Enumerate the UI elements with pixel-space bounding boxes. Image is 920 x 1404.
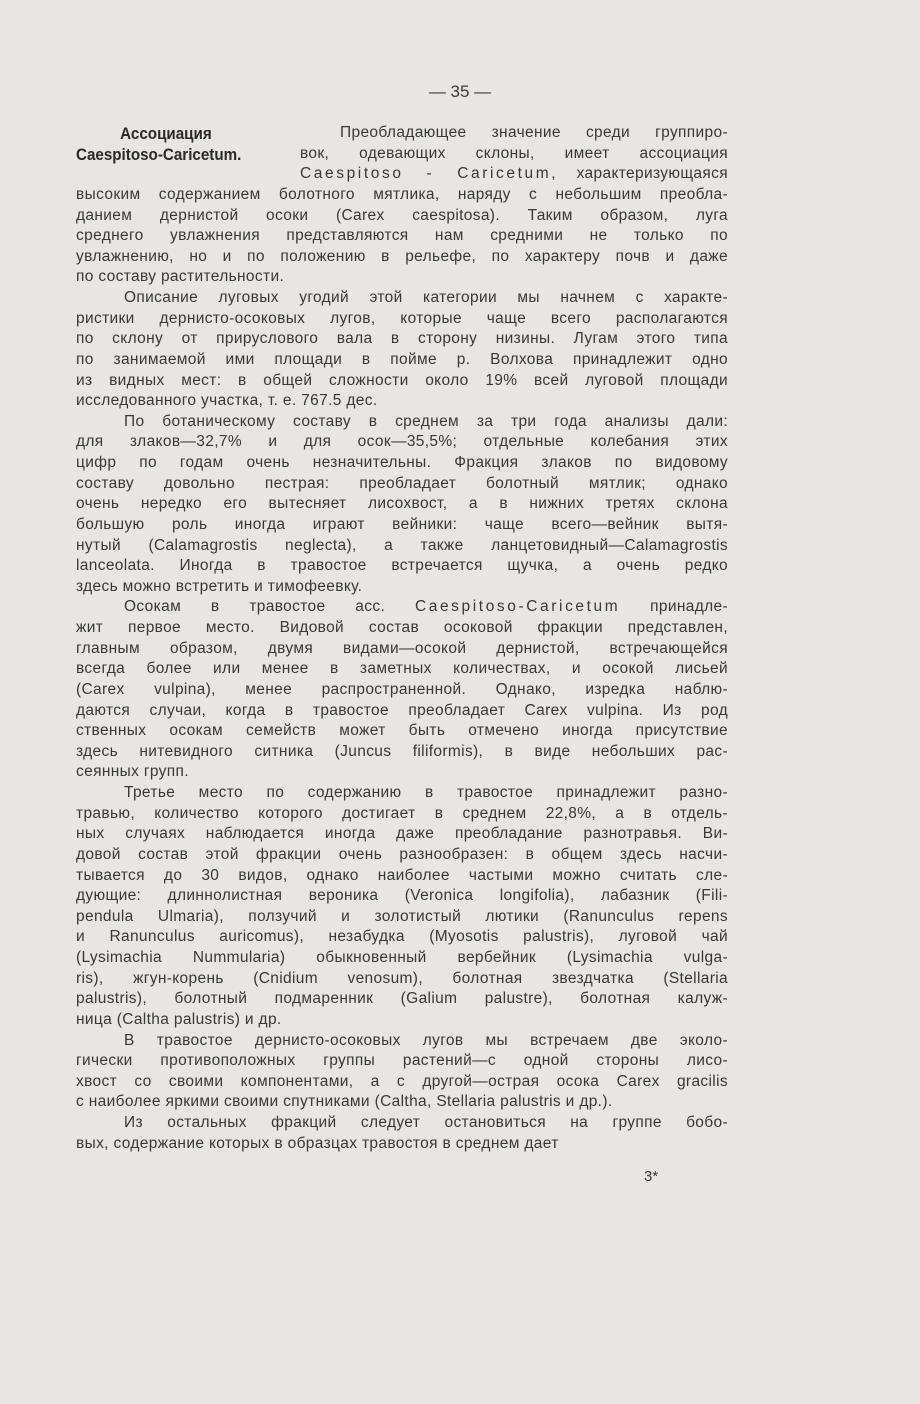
association-name: Caespitoso - Caricetum (300, 165, 552, 183)
text-line: гически противоположных группы растений—с одной стороны лисо- (76, 1052, 728, 1070)
text-line: хвост со своими компонентами, а с другой—острая осока Carex gracilis (76, 1072, 728, 1090)
text-line: pendula Ulmaria), ползучий и золотистый лютики (Ranunculus repens (76, 907, 728, 925)
text-line: здесь нитевидного ситника (Juncus filiformis), в виде небольших рас- (76, 742, 728, 760)
text-line: и Ranunculus auricomus), незабудка (Myosotis palustris), луговой чай (76, 928, 728, 946)
text-line: В травостое дернисто-осоковых лугов мы встречаем две эколо- (124, 1031, 728, 1049)
paragraph (76, 1031, 728, 1114)
text-line: увлажнению, но и по положению в рельефе, по характеру почв и даже (76, 247, 728, 265)
text-line: с наиболее яркими своими спутниками (Caltha, Stellaria palustris и др.). (76, 1093, 613, 1111)
text-line: вок, одевающих склоны, имеет ассоциация (300, 144, 728, 162)
text-line: по составу растительности. (76, 268, 285, 286)
text-line: довой состав этой фракции очень разнообразен: в общем здесь насчи- (76, 845, 728, 863)
text-line: исследованного участка, т. е. 767.5 дес. (76, 392, 378, 410)
text-line: lanceolata. Иногда в травостое встречается щучка, а очень редко (76, 557, 728, 575)
text-line: составу довольно пестрая: преобладает болотный мятлик; однако (76, 474, 728, 492)
page-number: — 35 — (428, 82, 492, 101)
text-line: Осокам в травостое асс. Caespitoso-Caricetum принадле- (124, 598, 728, 616)
text-line: из видных мест: в общей сложности около 19% всей луговой площади (76, 371, 728, 389)
text-line: (Lysimachia Nummularia) обыкновенный вербейник (Lysimachia vulga- (76, 949, 728, 966)
text-line: ственных осокам семейств может быть отмечено иногда присутствие (76, 722, 728, 740)
text-line: сеянных групп. (76, 763, 189, 781)
text-line: здесь можно встретить и тимофеевку. (76, 577, 363, 595)
text-line: ris), жгун-корень (Cnidium venosum), болотная звездчатка (Stellaria (76, 969, 728, 987)
text-line: очень нередко его вытесняет лисохвост, а в нижних третях склона (76, 495, 728, 513)
text-line: даются случаи, когда в травостое преобладает Carex vulpina. Из род (76, 701, 728, 719)
text-line: всегда более или менее в заметных количествах, и осокой лисьей (76, 660, 728, 678)
paragraph (76, 412, 728, 598)
signature-mark: 3* (644, 1168, 659, 1185)
text-line: Описание луговых угодий этой категории мы начнем с характе- (124, 289, 728, 306)
paragraph (76, 288, 728, 412)
body-text (76, 123, 728, 1154)
text-line: по занимаемой ими площади в пойме р. Волхова принадлежит одно (76, 350, 728, 368)
text-line: большую роль иногда играют вейники: чаще всего—вейник вытя- (76, 515, 728, 533)
text-line: ристики дернисто-осоковых лугов, которые чаще всего располагаются (76, 309, 728, 327)
text-line: По ботаническому составу в среднем за три года анализы дали: (124, 412, 728, 430)
paragraph (76, 1113, 728, 1154)
text-line: вых, содержание которых в образцах травостоя в среднем дает (76, 1134, 559, 1152)
text-line: главным образом, двумя видами—осокой дернистой, встречающейся (76, 639, 728, 657)
text-line: Третье место по содержанию в травостое принадлежит разно- (124, 784, 728, 801)
side-heading-line: Ассоциация (120, 125, 212, 143)
text-line: дующие: длиннолистная вероника (Veronica longifolia), лабазник (Fili- (76, 887, 728, 905)
text-line: (Carex vulpina), менее распространенной. Однако, изредка наблю- (76, 680, 728, 698)
text-line: Преобладающее значение среди группиро- (340, 124, 728, 141)
paragraph (76, 783, 728, 1031)
paragraph (76, 123, 728, 288)
text-line: цифр по годам очень незначительны. Фракция злаков по видовому (76, 454, 728, 471)
text-line: травью, количество которого достигает в среднем 22,8%, а в отдель- (76, 804, 728, 822)
text-line: среднего увлажнения представляются нам средними не только по (76, 227, 728, 245)
text-line: высоким содержанием болотного мятлика, наряду с небольшим преобла- (76, 185, 728, 203)
association-name: Caespitoso-Caricetum (414, 598, 621, 616)
text-line: данием дернистой осоки (Carex caespitosa). Таким образом, луга (76, 206, 728, 224)
paragraph (76, 597, 728, 783)
text-line: ных случаях наблюдается иногда даже преобладание разнотравья. Ви- (76, 825, 728, 843)
side-heading-line: Caespitoso-Caricetum. (76, 145, 242, 164)
text-line: ница (Caltha palustris) и др. (76, 1010, 282, 1028)
text-line: тывается до 30 видов, однако наиболее частыми можно считать сле- (76, 866, 728, 884)
text-line: по склону от прируслового вала в сторону низины. Лугам этого типа (76, 330, 728, 348)
text-line: для злаков—32,7% и для осок—35,5%; отдельные колебания этих (76, 433, 728, 451)
text-line: нутый (Calamagrostis neglecta), а также ланцетовидный—Calamagrostis (76, 536, 728, 554)
text-line: Из остальных фракций следует остановиться на группе бобо- (124, 1114, 728, 1131)
text-line: Caespitoso - Caricetum, характеризующаяся (300, 165, 728, 183)
text-line: жит первое место. Видовой состав осоковой фракции представлен, (76, 619, 728, 636)
text-line: palustris), болотный подмаренник (Galium palustre), болотная калуж- (76, 990, 728, 1008)
